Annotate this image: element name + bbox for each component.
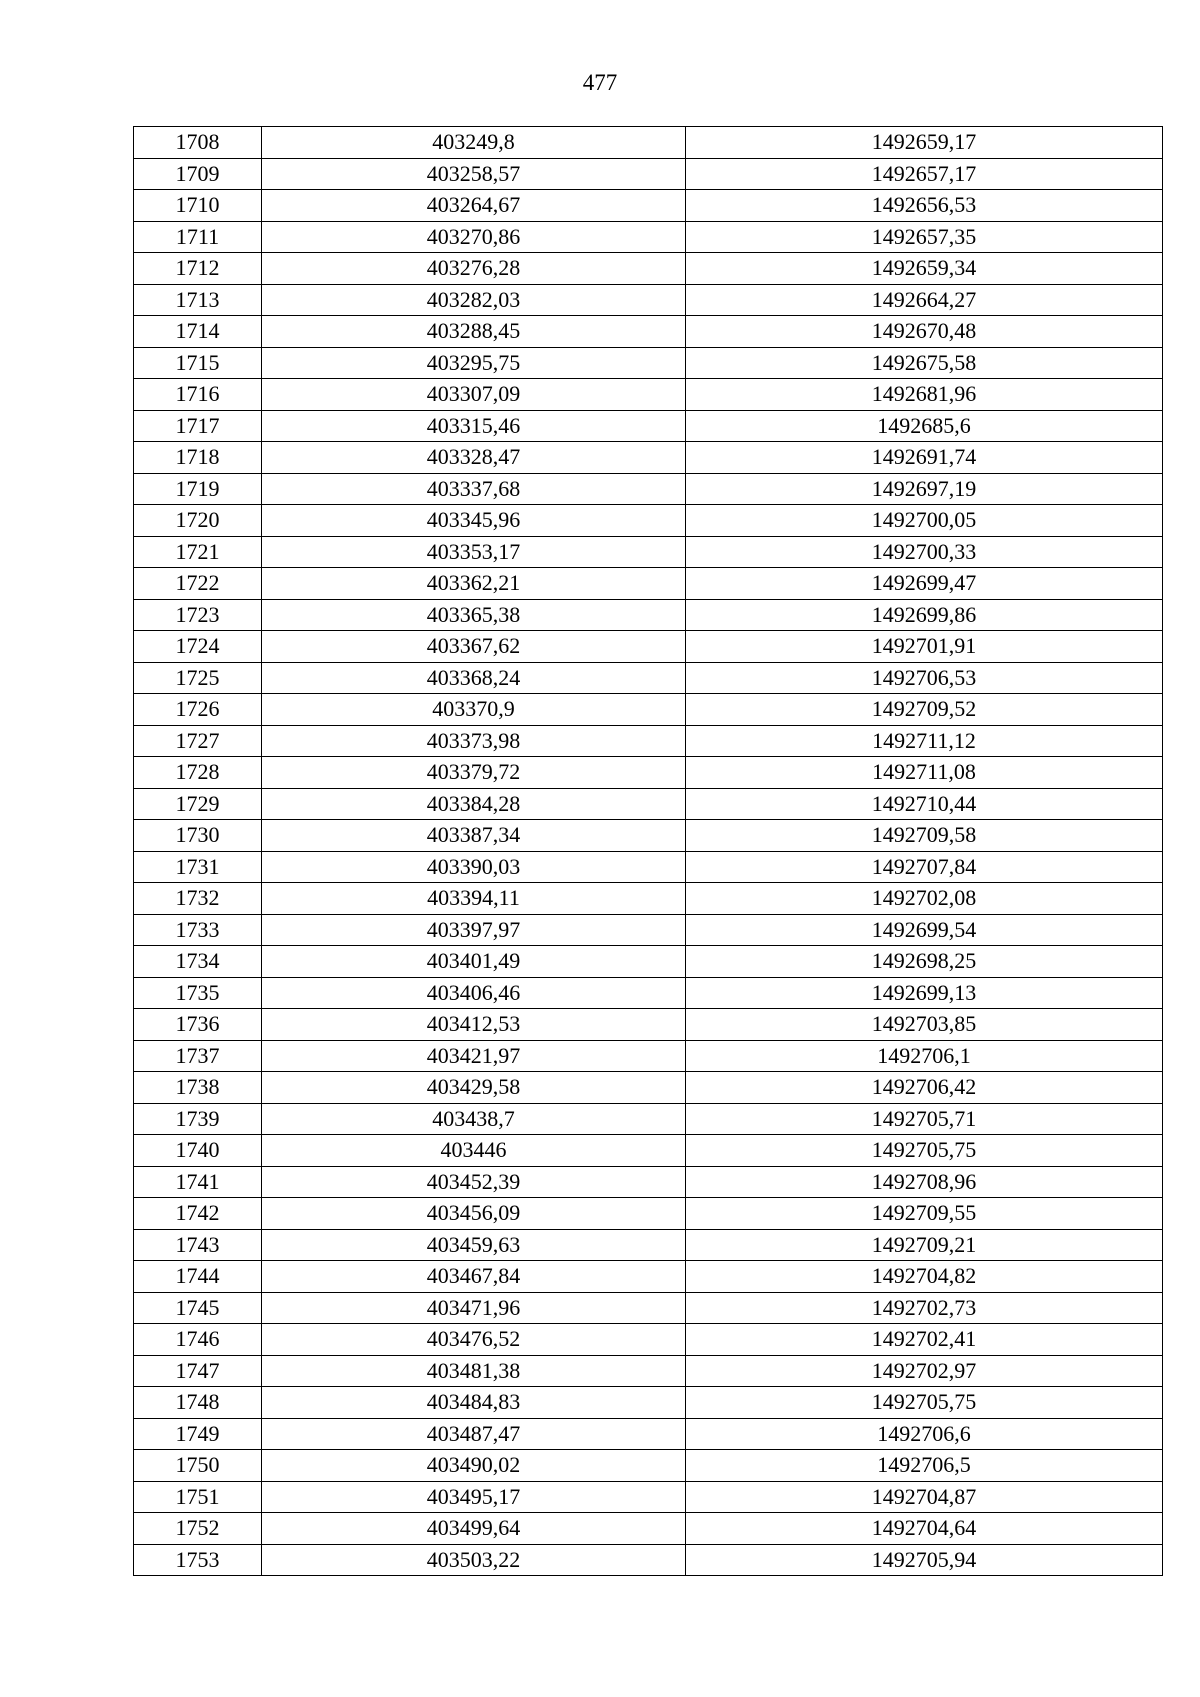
coordinate-y-cell: 1492709,52 — [686, 694, 1163, 726]
coordinate-x-cell: 403258,57 — [262, 158, 686, 190]
point-number-cell: 1726 — [134, 694, 262, 726]
point-number-cell: 1739 — [134, 1103, 262, 1135]
point-number-cell: 1716 — [134, 379, 262, 411]
point-number-cell: 1725 — [134, 662, 262, 694]
table-row — [134, 473, 1163, 505]
point-number-cell: 1720 — [134, 505, 262, 537]
coordinate-x-cell: 403295,75 — [262, 347, 686, 379]
table-row — [134, 568, 1163, 600]
coordinate-y-cell: 1492704,82 — [686, 1261, 1163, 1293]
table-row — [134, 253, 1163, 285]
point-number-cell: 1743 — [134, 1229, 262, 1261]
table-row — [134, 221, 1163, 253]
table-row — [134, 1324, 1163, 1356]
coordinate-x-cell: 403345,96 — [262, 505, 686, 537]
coordinate-x-cell: 403390,03 — [262, 851, 686, 883]
coordinate-x-cell: 403481,38 — [262, 1355, 686, 1387]
coordinate-x-cell: 403467,84 — [262, 1261, 686, 1293]
coordinate-x-cell: 403456,09 — [262, 1198, 686, 1230]
page-number: 477 — [582, 70, 618, 95]
table-row — [134, 914, 1163, 946]
point-number-cell: 1724 — [134, 631, 262, 663]
point-number-cell: 1744 — [134, 1261, 262, 1293]
coordinate-y-cell: 1492670,48 — [686, 316, 1163, 348]
point-number-cell: 1723 — [134, 599, 262, 631]
table-row — [134, 725, 1163, 757]
point-number-cell: 1735 — [134, 977, 262, 1009]
table-row — [134, 883, 1163, 915]
coordinate-x-cell: 403499,64 — [262, 1513, 686, 1545]
coordinate-x-cell: 403476,52 — [262, 1324, 686, 1356]
table-row — [134, 851, 1163, 883]
coordinate-y-cell: 1492705,94 — [686, 1544, 1163, 1576]
point-number-cell: 1710 — [134, 190, 262, 222]
point-number-cell: 1733 — [134, 914, 262, 946]
point-number-cell: 1711 — [134, 221, 262, 253]
table-row — [134, 190, 1163, 222]
table-row — [134, 1009, 1163, 1041]
coordinate-y-cell: 1492709,58 — [686, 820, 1163, 852]
coordinate-y-cell: 1492701,91 — [686, 631, 1163, 663]
coordinate-y-cell: 1492702,08 — [686, 883, 1163, 915]
coordinate-y-cell: 1492699,86 — [686, 599, 1163, 631]
table-row — [134, 158, 1163, 190]
point-number-cell: 1712 — [134, 253, 262, 285]
coordinate-x-cell: 403487,47 — [262, 1418, 686, 1450]
coordinate-y-cell: 1492702,97 — [686, 1355, 1163, 1387]
coordinate-y-cell: 1492699,13 — [686, 977, 1163, 1009]
coordinate-x-cell: 403353,17 — [262, 536, 686, 568]
table-row — [134, 442, 1163, 474]
coordinate-x-cell: 403429,58 — [262, 1072, 686, 1104]
coordinate-x-cell: 403490,02 — [262, 1450, 686, 1482]
point-number-cell: 1742 — [134, 1198, 262, 1230]
point-number-cell: 1721 — [134, 536, 262, 568]
point-number-cell: 1749 — [134, 1418, 262, 1450]
point-number-cell: 1751 — [134, 1481, 262, 1513]
point-number-cell: 1732 — [134, 883, 262, 915]
coordinate-y-cell: 1492705,75 — [686, 1135, 1163, 1167]
point-number-cell: 1736 — [134, 1009, 262, 1041]
coordinate-x-cell: 403249,8 — [262, 127, 686, 159]
coordinate-y-cell: 1492664,27 — [686, 284, 1163, 316]
point-number-cell: 1713 — [134, 284, 262, 316]
point-number-cell: 1737 — [134, 1040, 262, 1072]
table-row — [134, 347, 1163, 379]
coordinate-x-cell: 403397,97 — [262, 914, 686, 946]
coordinate-y-cell: 1492657,17 — [686, 158, 1163, 190]
coordinate-x-cell: 403495,17 — [262, 1481, 686, 1513]
coordinate-x-cell: 403315,46 — [262, 410, 686, 442]
coordinate-y-cell: 1492681,96 — [686, 379, 1163, 411]
coordinate-x-cell: 403401,49 — [262, 946, 686, 978]
table-row — [134, 1513, 1163, 1545]
coordinate-x-cell: 403368,24 — [262, 662, 686, 694]
coordinate-y-cell: 1492706,53 — [686, 662, 1163, 694]
coordinate-y-cell: 1492706,6 — [686, 1418, 1163, 1450]
point-number-cell: 1717 — [134, 410, 262, 442]
table-row — [134, 536, 1163, 568]
coordinate-y-cell: 1492706,42 — [686, 1072, 1163, 1104]
coordinate-x-cell: 403459,63 — [262, 1229, 686, 1261]
point-number-cell: 1738 — [134, 1072, 262, 1104]
coordinate-y-cell: 1492702,41 — [686, 1324, 1163, 1356]
table-row — [134, 1450, 1163, 1482]
coordinate-x-cell: 403452,39 — [262, 1166, 686, 1198]
coordinate-y-cell: 1492657,35 — [686, 221, 1163, 253]
coordinate-y-cell: 1492706,1 — [686, 1040, 1163, 1072]
coordinate-x-cell: 403337,68 — [262, 473, 686, 505]
coordinate-y-cell: 1492710,44 — [686, 788, 1163, 820]
point-number-cell: 1745 — [134, 1292, 262, 1324]
point-number-cell: 1731 — [134, 851, 262, 883]
coordinate-y-cell: 1492685,6 — [686, 410, 1163, 442]
coordinate-y-cell: 1492656,53 — [686, 190, 1163, 222]
point-number-cell: 1746 — [134, 1324, 262, 1356]
table-row — [134, 788, 1163, 820]
coordinate-x-cell: 403367,62 — [262, 631, 686, 663]
point-number-cell: 1734 — [134, 946, 262, 978]
coordinate-y-cell: 1492705,71 — [686, 1103, 1163, 1135]
coordinates-table — [133, 126, 1163, 1576]
coordinate-y-cell: 1492709,55 — [686, 1198, 1163, 1230]
table-row — [134, 1229, 1163, 1261]
point-number-cell: 1722 — [134, 568, 262, 600]
coordinate-x-cell: 403328,47 — [262, 442, 686, 474]
point-number-cell: 1727 — [134, 725, 262, 757]
coordinate-x-cell: 403484,83 — [262, 1387, 686, 1419]
point-number-cell: 1719 — [134, 473, 262, 505]
table-row — [134, 1292, 1163, 1324]
coordinate-y-cell: 1492704,87 — [686, 1481, 1163, 1513]
table-row — [134, 127, 1163, 159]
table-row — [134, 694, 1163, 726]
table-row — [134, 1387, 1163, 1419]
coordinate-y-cell: 1492699,47 — [686, 568, 1163, 600]
coordinate-y-cell: 1492659,17 — [686, 127, 1163, 159]
point-number-cell: 1728 — [134, 757, 262, 789]
coordinate-x-cell: 403421,97 — [262, 1040, 686, 1072]
coordinate-y-cell: 1492700,33 — [686, 536, 1163, 568]
coordinate-y-cell: 1492707,84 — [686, 851, 1163, 883]
point-number-cell: 1709 — [134, 158, 262, 190]
table-row — [134, 757, 1163, 789]
table-row — [134, 505, 1163, 537]
coordinate-y-cell: 1492675,58 — [686, 347, 1163, 379]
point-number-cell: 1730 — [134, 820, 262, 852]
coordinate-x-cell: 403412,53 — [262, 1009, 686, 1041]
table-row — [134, 631, 1163, 663]
table-row — [134, 599, 1163, 631]
coordinate-y-cell: 1492706,5 — [686, 1450, 1163, 1482]
coordinate-y-cell: 1492691,74 — [686, 442, 1163, 474]
coordinate-y-cell: 1492705,75 — [686, 1387, 1163, 1419]
coordinate-x-cell: 403276,28 — [262, 253, 686, 285]
coordinate-x-cell: 403446 — [262, 1135, 686, 1167]
table-row — [134, 946, 1163, 978]
point-number-cell: 1748 — [134, 1387, 262, 1419]
table-row — [134, 1544, 1163, 1576]
point-number-cell: 1740 — [134, 1135, 262, 1167]
coordinate-y-cell: 1492659,34 — [686, 253, 1163, 285]
table-row — [134, 1040, 1163, 1072]
coordinate-x-cell: 403379,72 — [262, 757, 686, 789]
coordinate-x-cell: 403370,9 — [262, 694, 686, 726]
coordinate-y-cell: 1492704,64 — [686, 1513, 1163, 1545]
coordinate-y-cell: 1492708,96 — [686, 1166, 1163, 1198]
table-row — [134, 1198, 1163, 1230]
coordinate-x-cell: 403387,34 — [262, 820, 686, 852]
coordinate-y-cell: 1492711,12 — [686, 725, 1163, 757]
point-number-cell: 1708 — [134, 127, 262, 159]
coordinate-x-cell: 403264,67 — [262, 190, 686, 222]
table-row — [134, 977, 1163, 1009]
table-row — [134, 316, 1163, 348]
coordinate-x-cell: 403362,21 — [262, 568, 686, 600]
point-number-cell: 1714 — [134, 316, 262, 348]
coordinate-x-cell: 403471,96 — [262, 1292, 686, 1324]
coordinate-y-cell: 1492700,05 — [686, 505, 1163, 537]
coordinates-table-body — [134, 127, 1163, 1576]
coordinate-x-cell: 403373,98 — [262, 725, 686, 757]
table-row — [134, 410, 1163, 442]
coordinate-y-cell: 1492709,21 — [686, 1229, 1163, 1261]
coordinate-x-cell: 403270,86 — [262, 221, 686, 253]
coordinate-y-cell: 1492711,08 — [686, 757, 1163, 789]
table-row — [134, 1261, 1163, 1293]
table-row — [134, 662, 1163, 694]
coordinate-x-cell: 403288,45 — [262, 316, 686, 348]
point-number-cell: 1741 — [134, 1166, 262, 1198]
table-row — [134, 1481, 1163, 1513]
coordinate-x-cell: 403394,11 — [262, 883, 686, 915]
table-row — [134, 820, 1163, 852]
coordinate-x-cell: 403438,7 — [262, 1103, 686, 1135]
point-number-cell: 1750 — [134, 1450, 262, 1482]
point-number-cell: 1729 — [134, 788, 262, 820]
point-number-cell: 1752 — [134, 1513, 262, 1545]
coordinate-x-cell: 403384,28 — [262, 788, 686, 820]
coordinate-x-cell: 403307,09 — [262, 379, 686, 411]
coordinate-y-cell: 1492698,25 — [686, 946, 1163, 978]
table-row — [134, 1072, 1163, 1104]
coordinate-y-cell: 1492699,54 — [686, 914, 1163, 946]
point-number-cell: 1715 — [134, 347, 262, 379]
table-row — [134, 1135, 1163, 1167]
coordinate-y-cell: 1492703,85 — [686, 1009, 1163, 1041]
table-row — [134, 284, 1163, 316]
coordinate-y-cell: 1492697,19 — [686, 473, 1163, 505]
coordinate-x-cell: 403282,03 — [262, 284, 686, 316]
point-number-cell: 1753 — [134, 1544, 262, 1576]
point-number-cell: 1718 — [134, 442, 262, 474]
coordinate-x-cell: 403406,46 — [262, 977, 686, 1009]
table-row — [134, 1103, 1163, 1135]
coordinate-y-cell: 1492702,73 — [686, 1292, 1163, 1324]
coordinate-x-cell: 403503,22 — [262, 1544, 686, 1576]
point-number-cell: 1747 — [134, 1355, 262, 1387]
table-row — [134, 1418, 1163, 1450]
coordinate-x-cell: 403365,38 — [262, 599, 686, 631]
table-row — [134, 379, 1163, 411]
table-row — [134, 1355, 1163, 1387]
table-row — [134, 1166, 1163, 1198]
